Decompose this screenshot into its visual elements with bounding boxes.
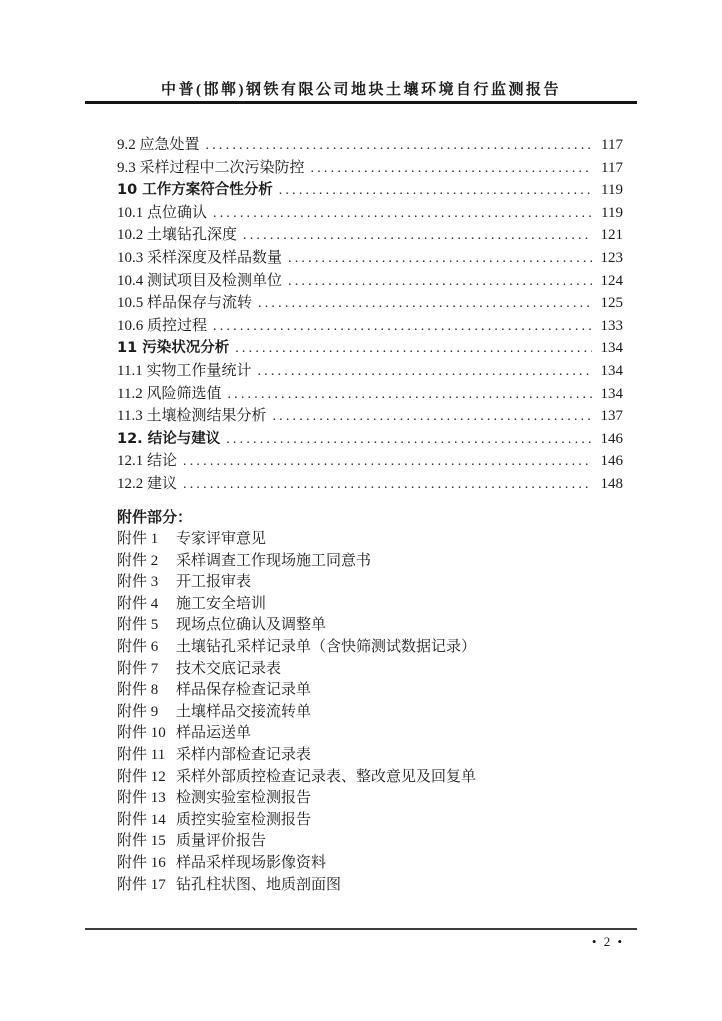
toc-entry-label: 11.2 风险筛选值 xyxy=(117,385,222,402)
toc-entry xyxy=(117,360,623,383)
toc-entry-page-number: 117 xyxy=(601,137,623,153)
dot-leader xyxy=(213,202,592,226)
dot-leader xyxy=(288,270,592,294)
toc-entry-label: 10.1 点位确认 xyxy=(117,204,208,221)
attachment-number: 附件 14 xyxy=(117,811,166,828)
toc-entry-page-number: 117 xyxy=(601,159,623,176)
toc-entry-label: 11 污染状况分析 xyxy=(117,340,230,357)
dot-leader xyxy=(257,360,592,384)
attachment-entry xyxy=(117,723,639,745)
toc-entry xyxy=(117,134,623,157)
dot-leader xyxy=(279,179,592,203)
attachments-list xyxy=(117,529,639,896)
toc-entry-page-number: 124 xyxy=(600,272,623,289)
attachment-entry xyxy=(117,594,639,616)
dot-leader xyxy=(183,473,592,497)
toc-entry-page-number: 134 xyxy=(600,362,623,379)
toc-entry-label: 10 工作方案符合性分析 xyxy=(117,182,273,199)
toc-entry-label: 10.5 样品保存与流转 xyxy=(117,295,253,312)
dot-leader xyxy=(258,292,592,316)
toc-entry xyxy=(117,315,623,338)
toc-entry xyxy=(117,292,623,315)
toc-entry-label: 11.3 土壤检测结果分析 xyxy=(117,408,267,425)
toc-entry-label: 12.1 结论 xyxy=(117,453,178,470)
attachments-heading: 附件部分： xyxy=(117,508,193,526)
attachments-section xyxy=(117,506,639,896)
attachment-entry xyxy=(117,529,639,551)
toc-entry xyxy=(117,473,623,496)
attachment-number: 附件 5 xyxy=(117,617,159,634)
toc-entry-page-number: 137 xyxy=(600,408,623,425)
dot-leader xyxy=(272,405,592,429)
attachment-title: 检测实验室检测报告 xyxy=(176,790,312,807)
dot-leader xyxy=(243,224,592,248)
attachment-entry xyxy=(117,615,639,637)
attachment-title: 采样内部检查记录表 xyxy=(176,746,312,763)
attachment-title: 施工安全培训 xyxy=(176,595,267,612)
attachment-title: 采样外部质控检查记录表、整改意见及回复单 xyxy=(176,768,477,785)
attachment-number: 附件 12 xyxy=(117,768,166,785)
attachment-title: 样品运送单 xyxy=(176,725,252,742)
attachment-entry xyxy=(117,767,639,789)
footer-page-number: • 2 • xyxy=(591,934,624,949)
attachment-entry xyxy=(117,810,639,832)
toc-entry-label: 10.4 测试项目及检测单位 xyxy=(117,272,283,289)
toc-entry-label: 9.3 采样过程中二次污染防控 xyxy=(117,159,305,176)
toc-entry-label: 12. 结论与建议 xyxy=(117,430,221,447)
attachment-number: 附件 6 xyxy=(117,638,159,655)
toc-entry xyxy=(117,179,623,202)
report-header-title: 中普(邯郸)钢铁有限公司地块土壤环境自行监测报告 xyxy=(161,82,561,98)
attachment-number: 附件 3 xyxy=(117,574,159,591)
toc-entry-page-number: 146 xyxy=(600,453,623,470)
toc-entry-page-number: 134 xyxy=(600,340,623,357)
attachment-number: 附件 11 xyxy=(117,746,166,763)
dot-leader xyxy=(227,383,592,407)
attachment-title: 土壤钻孔采样记录单（含快筛测试数据记录） xyxy=(176,638,477,655)
attachment-number: 附件 17 xyxy=(117,876,166,893)
toc-entry-label: 9.2 应急处置 xyxy=(117,137,200,153)
toc-entry xyxy=(117,405,623,428)
toc-entry-page-number: 146 xyxy=(600,430,623,447)
dot-leader xyxy=(235,337,592,361)
dot-leader xyxy=(206,134,592,158)
attachment-entry xyxy=(117,637,639,659)
attachment-number: 附件 1 xyxy=(117,531,159,547)
attachment-title: 现场点位确认及调整单 xyxy=(176,617,327,634)
header-double-rule xyxy=(85,101,637,104)
attachment-entry xyxy=(117,659,639,681)
toc-entry-page-number: 121 xyxy=(600,227,623,244)
toc-entry-page-number: 148 xyxy=(600,475,623,492)
toc-entry-page-number: 123 xyxy=(600,249,623,266)
attachment-number: 附件 10 xyxy=(117,725,166,742)
dot-leader xyxy=(226,428,592,452)
attachment-number: 附件 15 xyxy=(117,833,166,850)
attachment-number: 附件 8 xyxy=(117,682,159,699)
toc-entry-label: 10.6 质控过程 xyxy=(117,317,208,334)
toc-entry-label: 12.2 建议 xyxy=(117,475,178,492)
toc-entry-label: 10.3 采样深度及样品数量 xyxy=(117,249,283,266)
toc-entry xyxy=(117,428,623,451)
dot-leader xyxy=(311,157,592,181)
attachment-entry xyxy=(117,680,639,702)
attachment-entry xyxy=(117,831,639,853)
dot-leader xyxy=(288,247,592,271)
attachment-number: 附件 7 xyxy=(117,660,159,677)
toc-entry-page-number: 125 xyxy=(600,295,623,312)
attachment-number: 附件 2 xyxy=(117,552,159,569)
attachment-entry xyxy=(117,551,639,573)
toc-entry-page-number: 119 xyxy=(601,182,623,199)
attachment-title: 样品采样现场影像资料 xyxy=(176,854,327,871)
toc-entry-page-number: 134 xyxy=(600,385,623,402)
toc-entry xyxy=(117,202,623,225)
attachment-number: 附件 4 xyxy=(117,595,159,612)
attachment-entry xyxy=(117,875,639,897)
toc-entry xyxy=(117,247,623,270)
toc-entry xyxy=(117,270,623,293)
toc-entry xyxy=(117,383,623,406)
toc-entry xyxy=(117,337,623,360)
attachment-entry xyxy=(117,702,639,724)
attachment-title: 技术交底记录表 xyxy=(176,660,282,677)
dot-leader xyxy=(183,450,592,474)
toc-entry-label: 11.1 实物工作量统计 xyxy=(117,362,252,379)
attachment-title: 钻孔柱状图、地质剖面图 xyxy=(176,876,342,893)
attachment-number: 附件 9 xyxy=(117,703,159,720)
attachment-entry xyxy=(117,572,639,594)
attachment-title: 质控实验室检测报告 xyxy=(176,811,312,828)
toc-entry xyxy=(117,450,623,473)
attachment-title: 土壤样品交接流转单 xyxy=(176,703,312,720)
dot-leader xyxy=(213,315,592,339)
table-of-contents xyxy=(117,134,623,496)
toc-entry xyxy=(117,157,623,180)
attachment-title: 采样调查工作现场施工同意书 xyxy=(176,552,372,569)
attachment-number: 附件 13 xyxy=(117,790,166,807)
attachment-title: 专家评审意见 xyxy=(176,531,267,547)
footer-rule xyxy=(85,928,637,930)
attachment-number: 附件 16 xyxy=(117,854,166,871)
toc-entry-page-number: 119 xyxy=(601,204,623,221)
toc-entry-page-number: 133 xyxy=(600,317,623,334)
attachment-entry xyxy=(117,853,639,875)
attachment-entry xyxy=(117,745,639,767)
attachment-title: 开工报审表 xyxy=(176,574,252,591)
attachment-entry xyxy=(117,788,639,810)
toc-entry xyxy=(117,224,623,247)
attachment-title: 样品保存检查记录单 xyxy=(176,682,312,699)
attachment-title: 质量评价报告 xyxy=(176,833,267,850)
toc-entry-label: 10.2 土壤钻孔深度 xyxy=(117,227,238,244)
